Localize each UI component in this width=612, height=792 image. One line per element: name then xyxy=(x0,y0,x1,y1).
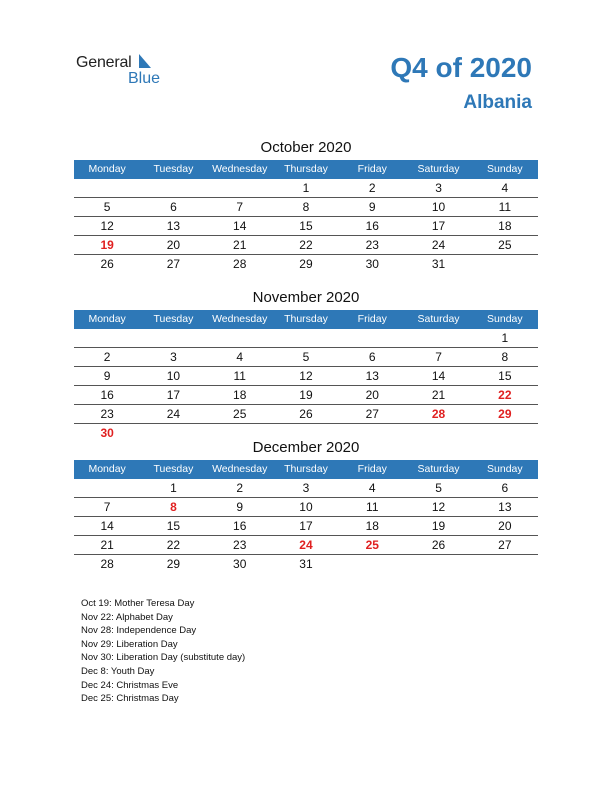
date-cell: 12 xyxy=(299,369,313,383)
weekday-label: Saturday xyxy=(417,163,460,175)
date-cell: 9 xyxy=(236,500,244,514)
weekday-label: Sunday xyxy=(487,313,523,325)
date-cell: 6 xyxy=(368,350,376,364)
date-cell: 4 xyxy=(368,481,376,495)
date-cell: 21 xyxy=(100,538,114,552)
date-cell: 8 xyxy=(501,350,509,364)
date-cell xyxy=(339,329,405,347)
date-cell xyxy=(472,255,538,273)
weekday-label: Monday xyxy=(88,313,126,325)
weekday-header-row xyxy=(74,310,538,329)
date-cell: 17 xyxy=(299,519,313,533)
week-row xyxy=(74,236,538,255)
holiday-list xyxy=(81,597,245,706)
holiday-note: Dec 8: Youth Day xyxy=(81,665,155,677)
date-cell: 31 xyxy=(299,557,313,571)
date-cell xyxy=(405,329,471,347)
date-cell xyxy=(339,555,405,573)
date-cell: 1 xyxy=(302,181,310,195)
date-cell: 18 xyxy=(233,388,247,402)
date-cell: 25 xyxy=(498,238,512,252)
date-cell: 20 xyxy=(166,238,181,252)
week-row xyxy=(74,405,538,424)
date-cell xyxy=(207,329,273,347)
weekday-label: Tuesday xyxy=(153,163,194,175)
weekday-label: Thursday xyxy=(284,463,328,475)
weekday-label: Thursday xyxy=(284,163,328,175)
date-cell: 6 xyxy=(501,481,509,495)
date-cell: 14 xyxy=(100,519,114,533)
weekday-label: Thursday xyxy=(284,313,328,325)
date-cell: 11 xyxy=(366,500,379,514)
date-cell: 16 xyxy=(365,219,379,233)
weekday-label: Sunday xyxy=(487,163,523,175)
date-cell xyxy=(472,555,538,573)
weekday-label: Friday xyxy=(357,463,387,475)
date-cell xyxy=(140,179,206,197)
date-cell: 6 xyxy=(170,200,177,214)
page-title: Q4 of 2020 xyxy=(390,52,532,83)
date-cell xyxy=(140,329,206,347)
date-cell: 12 xyxy=(100,219,114,233)
date-cell: 24 xyxy=(431,238,446,252)
date-cell: 10 xyxy=(299,500,313,514)
date-cell: 24 xyxy=(166,407,181,421)
date-cell: 2 xyxy=(236,481,244,495)
date-cell: 27 xyxy=(166,257,181,271)
date-cell: 5 xyxy=(302,350,310,364)
weekday-label: Monday xyxy=(88,463,126,475)
holiday-note: Nov 30: Liberation Day (substitute day) xyxy=(81,652,246,664)
date-cell xyxy=(74,179,140,197)
date-cell: 23 xyxy=(100,407,114,421)
date-cell: 8 xyxy=(302,200,310,214)
weekday-label: Tuesday xyxy=(153,463,194,475)
date-cell: 28 xyxy=(233,257,247,271)
date-cell: 7 xyxy=(435,350,442,364)
holiday-note: Nov 29: Liberation Day xyxy=(81,638,178,650)
holiday-date-cell: 28 xyxy=(431,407,446,421)
week-row xyxy=(74,329,538,348)
date-cell: 30 xyxy=(365,257,379,271)
date-cell: 12 xyxy=(431,500,446,514)
date-cell xyxy=(74,479,140,497)
weekday-label: Wednesday xyxy=(212,313,268,325)
holiday-note: Nov 28: Independence Day xyxy=(81,625,197,637)
month-title: December 2020 xyxy=(252,439,360,456)
date-cell: 10 xyxy=(431,200,446,214)
date-cell: 13 xyxy=(498,500,512,514)
week-row xyxy=(74,479,538,498)
logo-triangle-icon xyxy=(139,54,151,68)
week-row xyxy=(74,198,538,217)
date-cell xyxy=(405,555,471,573)
date-cell: 18 xyxy=(498,219,512,233)
date-cell: 13 xyxy=(166,219,181,233)
date-cell: 22 xyxy=(299,238,313,252)
date-cell: 28 xyxy=(100,557,114,571)
date-cell: 15 xyxy=(299,219,313,233)
date-cell: 23 xyxy=(365,238,379,252)
weekday-label: Monday xyxy=(88,163,126,175)
weekday-label: Wednesday xyxy=(212,163,268,175)
date-cell: 9 xyxy=(368,200,376,214)
date-cell: 20 xyxy=(498,519,512,533)
holiday-date-cell: 22 xyxy=(498,388,512,402)
date-cell: 19 xyxy=(299,388,313,402)
date-cell: 1 xyxy=(170,481,177,495)
holiday-note: Dec 25: Christmas Day xyxy=(81,693,179,705)
weekday-header-row xyxy=(74,460,538,479)
month-title: October 2020 xyxy=(260,139,352,156)
date-cell xyxy=(207,179,273,197)
date-cell: 3 xyxy=(170,350,177,364)
date-cell: 10 xyxy=(166,369,181,383)
weekday-label: Saturday xyxy=(417,313,460,325)
date-cell: 18 xyxy=(365,519,379,533)
week-row xyxy=(74,517,538,536)
week-row xyxy=(74,217,538,236)
week-row xyxy=(74,498,538,517)
date-cell: 20 xyxy=(365,388,379,402)
weekday-label: Friday xyxy=(357,313,387,325)
week-row xyxy=(74,386,538,405)
date-cell: 31 xyxy=(431,257,446,271)
date-cell: 22 xyxy=(166,538,181,552)
month-calendar-december xyxy=(74,437,538,573)
holiday-date-cell: 19 xyxy=(100,238,114,252)
date-cell xyxy=(273,329,339,347)
holiday-note: Oct 19: Mother Teresa Day xyxy=(81,598,195,609)
holiday-date-cell: 24 xyxy=(299,538,313,552)
date-cell: 30 xyxy=(233,557,247,571)
weekday-label: Sunday xyxy=(487,463,523,475)
month-calendar-october xyxy=(74,137,538,273)
week-row xyxy=(74,179,538,198)
date-cell: 21 xyxy=(233,238,247,252)
month-title: November 2020 xyxy=(252,289,360,306)
date-cell: 1 xyxy=(501,331,509,345)
generalblue-logo xyxy=(76,52,176,92)
date-cell: 16 xyxy=(233,519,247,533)
date-cell: 9 xyxy=(103,369,111,383)
date-cell: 14 xyxy=(233,219,247,233)
weekday-label: Friday xyxy=(357,163,387,175)
weekday-header-row xyxy=(74,160,538,179)
month-calendar-november xyxy=(74,287,538,442)
date-cell: 14 xyxy=(431,369,446,383)
week-row xyxy=(74,367,538,386)
date-cell: 16 xyxy=(100,388,114,402)
date-cell: 4 xyxy=(236,350,244,364)
date-cell: 29 xyxy=(166,557,181,571)
date-cell: 15 xyxy=(166,519,181,533)
logo-blue-text: Blue xyxy=(128,70,161,87)
weekday-label: Saturday xyxy=(417,463,460,475)
date-cell: 27 xyxy=(498,538,512,552)
country-name: Albania xyxy=(463,92,532,113)
weekday-label: Wednesday xyxy=(212,463,268,475)
date-cell: 15 xyxy=(498,369,512,383)
week-row xyxy=(74,255,538,273)
date-cell: 5 xyxy=(103,200,111,214)
logo-general-text: General xyxy=(76,54,132,71)
date-cell: 11 xyxy=(233,369,246,383)
date-cell: 23 xyxy=(233,538,247,552)
date-cell: 26 xyxy=(299,407,313,421)
holiday-date-cell: 29 xyxy=(498,407,512,421)
holiday-note: Dec 24: Christmas Eve xyxy=(81,679,179,691)
weekday-label: Tuesday xyxy=(153,313,194,325)
date-cell: 17 xyxy=(431,219,446,233)
week-row xyxy=(74,555,538,573)
date-cell: 5 xyxy=(435,481,442,495)
date-cell: 19 xyxy=(431,519,446,533)
holiday-date-cell: 8 xyxy=(170,500,177,514)
date-cell: 13 xyxy=(365,369,379,383)
holiday-date-cell: 30 xyxy=(100,426,114,440)
date-cell: 3 xyxy=(302,481,310,495)
holiday-date-cell: 25 xyxy=(365,538,379,552)
date-cell: 27 xyxy=(365,407,379,421)
date-cell: 3 xyxy=(435,181,442,195)
date-cell: 11 xyxy=(498,200,512,214)
date-cell xyxy=(74,329,140,347)
date-cell: 29 xyxy=(299,257,313,271)
week-row xyxy=(74,536,538,555)
date-cell: 7 xyxy=(236,200,244,214)
date-cell: 2 xyxy=(368,181,376,195)
date-cell: 7 xyxy=(103,500,111,514)
date-cell: 4 xyxy=(501,181,509,195)
date-cell: 26 xyxy=(100,257,114,271)
date-cell: 21 xyxy=(431,388,446,402)
holiday-note: Nov 22: Alphabet Day xyxy=(81,611,173,623)
date-cell: 25 xyxy=(233,407,247,421)
week-row xyxy=(74,348,538,367)
date-cell: 26 xyxy=(431,538,446,552)
date-cell: 17 xyxy=(166,388,181,402)
date-cell: 2 xyxy=(103,350,111,364)
